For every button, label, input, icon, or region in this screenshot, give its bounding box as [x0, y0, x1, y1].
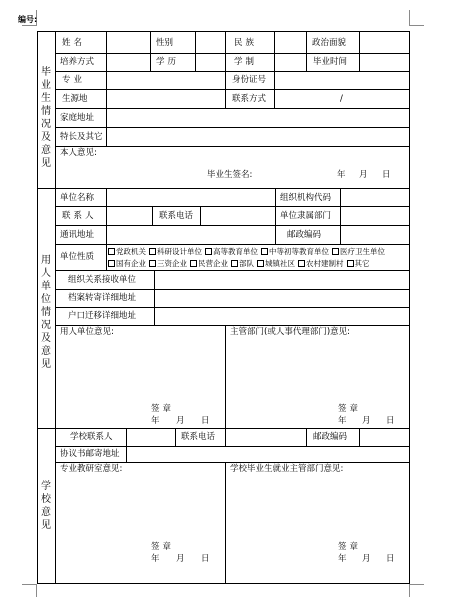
section-title-employer: 用人单位情况及意见 [41, 255, 51, 370]
checkbox[interactable] [231, 260, 238, 267]
checkbox[interactable] [332, 248, 339, 255]
employer-year: 年 [151, 416, 160, 426]
office-year: 年 [338, 554, 347, 564]
authority-month: 月 [362, 416, 371, 426]
serial-number-label: 编号: [18, 15, 38, 24]
label-mailing-address: 协议书邮寄地址 [60, 449, 120, 459]
label-employer-opinion: 用人单位意见: [60, 327, 114, 337]
option-rural-village[interactable]: 农村建制村 [298, 259, 344, 268]
label-archive-address: 档案转寄详细地址 [68, 293, 137, 303]
option-private[interactable]: 民营企业 [190, 259, 228, 268]
checkbox[interactable] [149, 260, 156, 267]
option-urban-community[interactable]: 城镇社区 [257, 259, 295, 268]
crop-mark [409, 25, 424, 26]
checkbox[interactable] [205, 248, 212, 255]
checkbox[interactable] [190, 260, 197, 267]
office-seal: 签章 [338, 542, 362, 552]
unit-nature-options-row1 [108, 247, 388, 257]
checkbox[interactable] [108, 260, 115, 267]
authority-seal: 签章 [338, 404, 362, 414]
option-research[interactable]: 科研设计单位 [149, 247, 202, 256]
label-office-opinion: 学校毕业生就业主管部门意见: [230, 464, 344, 474]
label-school-postal-code: 邮政编码 [313, 432, 348, 442]
section-title-school: 学校意见 [41, 481, 51, 531]
authority-day: 日 [386, 416, 395, 426]
office-month: 月 [362, 554, 371, 564]
checkbox[interactable] [298, 260, 305, 267]
contact-slash: / [340, 94, 343, 104]
label-home-address: 家庭地址 [60, 113, 95, 123]
section-title-graduate: 毕业生情况及意见 [41, 67, 51, 169]
dept-day: 日 [201, 554, 210, 564]
date-day: 日 [382, 170, 391, 180]
section-divider [37, 188, 410, 189]
checkbox[interactable] [347, 260, 354, 267]
label-political-status: 政治面貌 [312, 38, 347, 48]
label-unit-name: 单位名称 [60, 193, 95, 203]
checkbox[interactable] [257, 260, 264, 267]
option-party-gov[interactable]: 党政机关 [108, 247, 146, 256]
label-contact-person: 联系人 [62, 211, 97, 221]
authority-year: 年 [338, 416, 347, 426]
option-primary-secondary-edu[interactable]: 中等初等教育单位 [261, 247, 329, 256]
label-id-number: 身份证号 [232, 75, 267, 85]
option-state-owned[interactable]: 国有企业 [108, 259, 146, 268]
label-name: 姓名 [62, 38, 86, 48]
label-contact-phone: 联系电话 [159, 211, 194, 221]
label-ethnicity: 民族 [234, 38, 258, 48]
option-medical[interactable]: 医疗卫生单位 [332, 247, 385, 256]
crop-mark [36, 585, 37, 597]
label-postal-code: 邮政编码 [287, 230, 322, 240]
section-divider [37, 428, 410, 429]
label-contact: 联系方式 [232, 94, 267, 104]
label-hukou-address: 户口迁移详细地址 [68, 311, 137, 321]
date-month: 月 [359, 170, 368, 180]
checkbox[interactable] [149, 248, 156, 255]
option-foreign-invested[interactable]: 三资企业 [149, 259, 187, 268]
option-other[interactable]: 其它 [347, 259, 370, 268]
checkbox[interactable] [108, 248, 115, 255]
label-gender: 性别 [156, 38, 174, 48]
label-education: 学历 [156, 57, 180, 67]
employer-seal: 签章 [151, 404, 175, 414]
label-address: 通讯地址 [60, 230, 95, 240]
option-higher-edu[interactable]: 高等教育单位 [205, 247, 258, 256]
crop-mark [409, 584, 424, 585]
label-authority-opinion: 主管部门(或人事代理部门)意见: [230, 327, 350, 337]
label-training-mode: 培养方式 [60, 57, 95, 67]
crop-mark [22, 584, 37, 585]
label-affiliated-dept: 单位隶属部门 [280, 211, 332, 221]
label-origin: 生源地 [62, 94, 88, 104]
label-personal-opinion: 本人意见: [60, 148, 97, 158]
crop-mark [409, 10, 410, 25]
crop-mark [409, 585, 410, 597]
label-school-contact: 学校联系人 [70, 432, 113, 442]
label-duration: 学制 [234, 57, 258, 67]
employer-month: 月 [176, 416, 185, 426]
label-major: 专业 [62, 75, 86, 85]
date-year: 年 [337, 170, 346, 180]
option-military[interactable]: 部队 [231, 259, 254, 268]
dept-month: 月 [176, 554, 185, 564]
label-specialties: 特长及其它 [60, 132, 103, 142]
unit-nature-options-row2 [108, 259, 373, 269]
label-dept-opinion: 专业教研室意见: [60, 464, 123, 474]
crop-mark [22, 25, 37, 26]
label-graduate-signature: 毕业生签名: [207, 170, 253, 180]
dept-year: 年 [151, 554, 160, 564]
label-org-code: 组织机构代码 [280, 193, 332, 203]
dept-seal: 签章 [151, 542, 175, 552]
label-relation-receiver: 组织关系接收单位 [68, 275, 137, 285]
label-unit-nature: 单位性质 [60, 252, 95, 262]
checkbox[interactable] [261, 248, 268, 255]
label-graduation-time: 毕业时间 [313, 57, 348, 67]
label-school-phone: 联系电话 [181, 432, 216, 442]
employer-day: 日 [201, 416, 210, 426]
office-day: 日 [386, 554, 395, 564]
